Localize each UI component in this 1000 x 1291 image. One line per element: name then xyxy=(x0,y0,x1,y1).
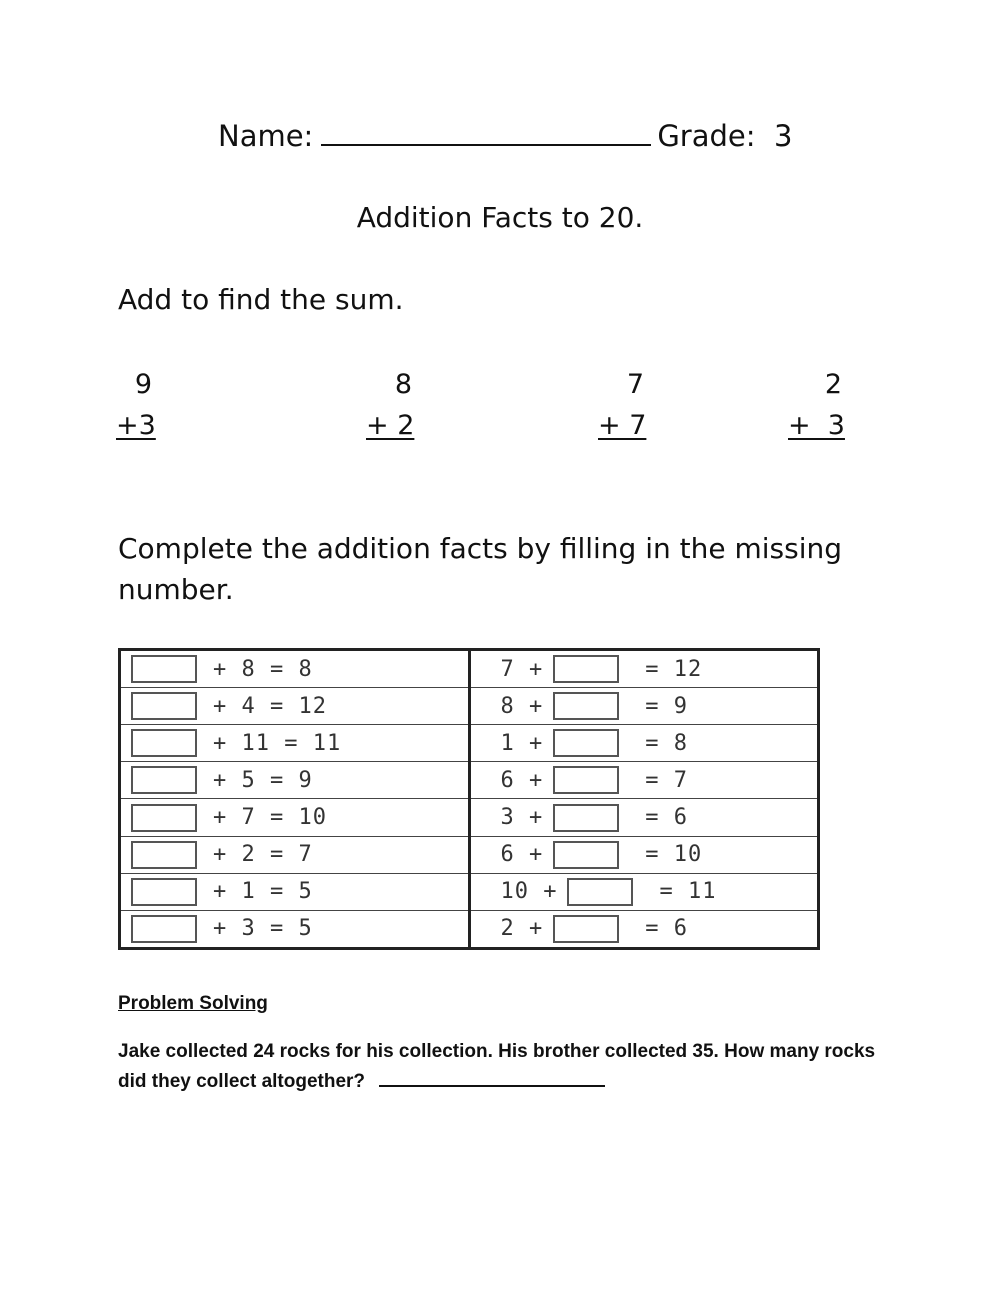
sum-problem-1 xyxy=(116,364,156,446)
fact-left-cell xyxy=(120,688,470,725)
grade-value: 3 xyxy=(773,119,793,153)
problem-top: 9 xyxy=(134,369,152,400)
section1-instruction: Add to find the sum. xyxy=(118,283,404,316)
answer-box[interactable] xyxy=(567,878,633,906)
fact-left-cell xyxy=(120,910,470,948)
fact-right-cell xyxy=(469,836,819,873)
answer-box[interactable] xyxy=(131,841,197,869)
fact-right-addend: 2 + xyxy=(500,916,544,942)
fact-right-result: = 11 xyxy=(659,879,717,905)
answer-box[interactable] xyxy=(131,655,197,683)
fact-right-result: = 6 xyxy=(645,916,688,942)
fact-right-result: = 9 xyxy=(645,693,688,719)
fact-left-equation: + 11 = 11 xyxy=(213,730,342,756)
answer-box[interactable] xyxy=(553,729,619,757)
fact-right-cell xyxy=(469,650,819,688)
fact-right-addend: 7 + xyxy=(500,656,544,682)
answer-box[interactable] xyxy=(131,766,197,794)
word-problem xyxy=(118,1037,878,1097)
fact-left-cell xyxy=(120,873,470,910)
fact-left-equation: + 3 = 5 xyxy=(213,916,313,942)
problem-top: 2 xyxy=(824,369,842,400)
section2-instruction: Complete the addition facts by filling in the missing number. xyxy=(118,532,843,606)
fact-right-addend: 6 + xyxy=(500,767,544,793)
fact-left-cell xyxy=(120,762,470,799)
fact-row xyxy=(120,910,819,948)
fact-right-result: = 8 xyxy=(645,730,688,756)
answer-box[interactable] xyxy=(553,655,619,683)
fact-right-result: = 6 xyxy=(645,805,688,830)
answer-blank[interactable] xyxy=(379,1067,605,1087)
fact-left-cell xyxy=(120,725,470,762)
missing-number-rows xyxy=(120,650,819,949)
fact-left-cell xyxy=(120,650,470,688)
answer-box[interactable] xyxy=(553,915,619,943)
fact-left-equation: + 5 = 9 xyxy=(213,767,313,793)
fact-right-cell xyxy=(469,910,819,948)
answer-box[interactable] xyxy=(553,692,619,720)
fact-right-result: = 12 xyxy=(645,656,703,682)
fact-left-cell xyxy=(120,836,470,873)
answer-box[interactable] xyxy=(131,729,197,757)
fact-left-equation: + 4 = 12 xyxy=(213,693,327,719)
fact-left-cell xyxy=(120,799,470,836)
fact-row xyxy=(120,762,819,799)
fact-right-cell xyxy=(469,762,819,799)
sum-problem-2 xyxy=(366,364,415,446)
grade-label: Grade: xyxy=(657,119,756,153)
answer-box[interactable] xyxy=(131,878,197,906)
fact-row xyxy=(120,688,819,725)
fact-row xyxy=(120,836,819,873)
fact-row xyxy=(120,650,819,688)
fact-left-equation: + 1 = 5 xyxy=(213,879,313,905)
fact-row xyxy=(120,873,819,910)
problem-bottom: + 3 xyxy=(788,410,845,441)
fact-row xyxy=(120,725,819,762)
fact-right-cell xyxy=(469,799,819,836)
fact-right-cell xyxy=(469,725,819,762)
answer-box[interactable] xyxy=(553,804,619,832)
fact-left-equation: + 8 = 8 xyxy=(213,656,313,682)
problem-bottom: +3 xyxy=(116,410,156,441)
missing-number-table xyxy=(118,648,820,950)
fact-right-result: = 10 xyxy=(645,842,703,868)
fact-right-cell xyxy=(469,873,819,910)
problem-solving-heading: Problem Solving xyxy=(118,993,268,1014)
name-grade-line xyxy=(218,118,792,153)
name-blank[interactable] xyxy=(321,118,651,146)
fact-left-equation: + 7 = 10 xyxy=(213,805,327,830)
name-label: Name: xyxy=(218,119,314,153)
fact-right-addend: 8 + xyxy=(500,693,544,719)
answer-box[interactable] xyxy=(553,841,619,869)
worksheet-title: Addition Facts to 20. xyxy=(356,201,644,234)
answer-box[interactable] xyxy=(131,915,197,943)
fact-right-addend: 3 + xyxy=(500,805,544,830)
problem-bottom: + 2 xyxy=(366,410,415,441)
sum-problem-3 xyxy=(598,364,647,446)
sum-problem-4 xyxy=(788,364,845,446)
problem-top: 7 xyxy=(626,369,644,400)
fact-right-addend: 10 + xyxy=(500,879,558,905)
fact-right-cell xyxy=(469,688,819,725)
fact-row xyxy=(120,799,819,836)
problem-top: 8 xyxy=(394,369,412,400)
word-problem-text: Jake collected 24 rocks for his collection. His brother collected 35. How many rocks did they collect altogether? xyxy=(118,1041,876,1092)
answer-box[interactable] xyxy=(131,804,197,832)
fact-right-addend: 1 + xyxy=(500,730,544,756)
fact-right-result: = 7 xyxy=(645,767,688,793)
fact-right-addend: 6 + xyxy=(500,842,544,868)
fact-left-equation: + 2 = 7 xyxy=(213,842,313,868)
problem-bottom: + 7 xyxy=(598,410,647,441)
answer-box[interactable] xyxy=(131,692,197,720)
answer-box[interactable] xyxy=(553,766,619,794)
